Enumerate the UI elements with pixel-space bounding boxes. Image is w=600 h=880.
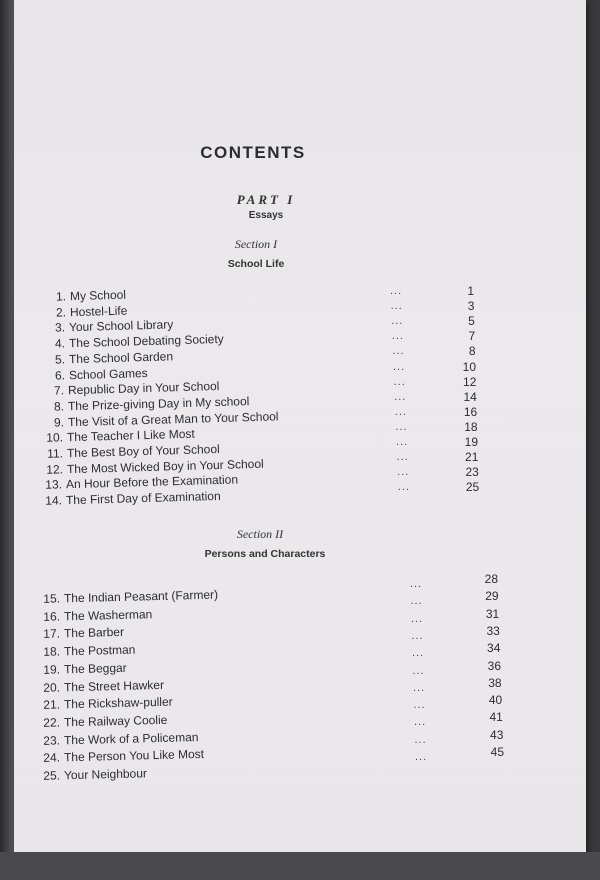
leader-dots: ... bbox=[410, 595, 423, 608]
entry-title: The School Garden bbox=[68, 349, 174, 367]
page-number: 45 bbox=[490, 745, 504, 759]
entry-number: 25. bbox=[43, 768, 61, 783]
page-number: 29 bbox=[485, 589, 499, 604]
entry-title: The Street Hawker bbox=[63, 677, 165, 694]
page-number: 28 bbox=[484, 572, 498, 586]
toc-entry bbox=[41, 303, 127, 319]
entry-number: 2. bbox=[55, 305, 66, 320]
entry-number: 24. bbox=[43, 750, 61, 766]
page-number: 14 bbox=[463, 389, 477, 404]
toc-entry bbox=[42, 288, 126, 304]
toc-entry bbox=[36, 643, 136, 659]
entry-title: The Best Boy of Your School bbox=[66, 441, 220, 461]
leader-dots: ... bbox=[412, 647, 425, 660]
entry-title: Your Neighbour bbox=[63, 766, 148, 783]
leader-dots: ... bbox=[414, 716, 427, 729]
page-number: 5 bbox=[468, 314, 475, 329]
entry-number: 16. bbox=[43, 609, 61, 624]
leader-dots: ... bbox=[394, 390, 407, 403]
leader-dots: ... bbox=[393, 375, 406, 388]
leader-dots: ... bbox=[413, 699, 426, 712]
entry-title: The Washerman bbox=[63, 606, 153, 624]
section-1-title: Section I bbox=[234, 237, 278, 251]
entry-title: The Railway Coolie bbox=[63, 712, 168, 730]
entry-number: 19. bbox=[43, 662, 61, 677]
page-number: 38 bbox=[488, 675, 502, 690]
entry-title: The Work of a Policeman bbox=[63, 729, 199, 747]
page-number: 21 bbox=[465, 450, 479, 465]
page-number: 31 bbox=[485, 606, 500, 621]
entry-title: The First Day of Examination bbox=[65, 488, 221, 508]
entry-number: 3. bbox=[55, 320, 66, 335]
toc-entry bbox=[38, 489, 221, 508]
toc-entry bbox=[41, 349, 173, 367]
section-2-title: Section II bbox=[236, 527, 284, 541]
toc-entry bbox=[36, 607, 153, 624]
entry-number: 18. bbox=[43, 644, 61, 659]
page-number: 25 bbox=[465, 480, 480, 495]
page-number: 18 bbox=[464, 419, 478, 434]
toc-entry bbox=[36, 730, 199, 748]
page-number: 1 bbox=[467, 284, 474, 298]
page-number: 43 bbox=[490, 727, 504, 742]
leader-dots: ... bbox=[412, 664, 425, 677]
leader-dots: ... bbox=[393, 360, 406, 373]
entry-number: 8. bbox=[53, 399, 65, 414]
page-number: 19 bbox=[464, 435, 478, 449]
entry-number: 23. bbox=[43, 733, 61, 748]
leader-dots: ... bbox=[411, 612, 424, 625]
entry-number: 21. bbox=[43, 697, 61, 713]
entry-title: The Most Wicked Boy in Your School bbox=[66, 456, 264, 476]
toc-entry bbox=[36, 766, 147, 783]
page-number: 23 bbox=[465, 465, 479, 480]
section-1-subtitle: School Life bbox=[227, 258, 285, 270]
toc-entry bbox=[40, 366, 147, 383]
toc-entry bbox=[36, 588, 218, 606]
entry-number: 15. bbox=[43, 591, 61, 606]
toc-entry bbox=[41, 318, 174, 336]
entry-title: The Postman bbox=[63, 642, 136, 659]
entry-title: The Indian Peasant (Farmer) bbox=[63, 587, 219, 606]
entry-title: The Barber bbox=[63, 625, 125, 641]
leader-dots: ... bbox=[396, 451, 409, 464]
page-number: 34 bbox=[487, 641, 501, 656]
toc-entry bbox=[36, 677, 164, 694]
entry-title: School Games bbox=[68, 365, 148, 382]
entry-title: The Visit of a Great Man to Your School bbox=[67, 408, 279, 429]
entry-title: The Person You Like Most bbox=[63, 747, 205, 765]
leader-dots: ... bbox=[397, 466, 410, 479]
entry-number: 4. bbox=[54, 336, 66, 351]
page-number: 40 bbox=[488, 693, 503, 708]
page-number: 36 bbox=[487, 658, 501, 673]
leader-dots: ... bbox=[396, 436, 409, 448]
toc-entry bbox=[36, 695, 173, 712]
entry-title: Republic Day in Your School bbox=[67, 379, 220, 398]
entry-title: My School bbox=[69, 287, 127, 304]
leader-dots: ... bbox=[394, 405, 407, 418]
page-number: 10 bbox=[462, 359, 476, 374]
page-number: 12 bbox=[463, 374, 477, 389]
entry-number: 6. bbox=[54, 367, 65, 383]
page-title: CONTENTS bbox=[200, 143, 306, 162]
toc-entry bbox=[41, 332, 224, 351]
entry-number: 12. bbox=[45, 462, 63, 477]
entry-number: 22. bbox=[43, 715, 61, 730]
entry-number: 10. bbox=[46, 430, 64, 446]
entry-number: 1. bbox=[55, 289, 67, 304]
entry-title: Your School Library bbox=[69, 317, 174, 335]
part-title: PART I bbox=[236, 192, 296, 207]
entry-title: The Rickshaw-puller bbox=[63, 694, 173, 712]
entry-number: 20. bbox=[43, 679, 61, 695]
entry-number: 13. bbox=[45, 477, 63, 493]
section-2-subtitle: Persons and Characters bbox=[204, 548, 326, 560]
toc-entry bbox=[36, 625, 124, 641]
leader-dots: ... bbox=[390, 285, 403, 297]
page-number: 33 bbox=[486, 623, 500, 638]
entry-title: The School Debating Society bbox=[68, 331, 224, 351]
entry-number: 11. bbox=[47, 446, 64, 461]
page-number: 16 bbox=[463, 404, 478, 419]
leader-dots: ... bbox=[411, 629, 424, 642]
page-number: 41 bbox=[489, 710, 503, 725]
entry-number: 9. bbox=[53, 414, 64, 430]
entry-number: 17. bbox=[43, 626, 61, 642]
leader-dots: ... bbox=[410, 578, 423, 590]
leader-dots: ... bbox=[397, 481, 410, 494]
toc-entry bbox=[36, 661, 127, 677]
page-number: 7 bbox=[468, 329, 476, 344]
leader-dots: ... bbox=[413, 681, 426, 694]
toc-entry bbox=[36, 713, 168, 730]
leader-dots: ... bbox=[391, 315, 404, 328]
entry-title: The Prize-giving Day in My school bbox=[67, 394, 250, 414]
leader-dots: ... bbox=[390, 300, 403, 313]
leader-dots: ... bbox=[395, 420, 408, 433]
entry-title: The Teacher I Like Most bbox=[67, 426, 196, 445]
entry-title: An Hour Before the Examination bbox=[66, 472, 239, 492]
entry-number: 14. bbox=[45, 493, 63, 508]
part-subtitle: Essays bbox=[248, 210, 284, 221]
leader-dots: ... bbox=[392, 345, 405, 358]
leader-dots: ... bbox=[414, 733, 427, 746]
page-number: 3 bbox=[467, 299, 475, 314]
toc-entry bbox=[36, 747, 204, 765]
entry-title: The Beggar bbox=[63, 660, 127, 677]
leader-dots: ... bbox=[415, 751, 428, 763]
entry-number: 5. bbox=[54, 352, 65, 367]
entry-title: Hostel-Life bbox=[69, 303, 128, 319]
page-number: 8 bbox=[468, 344, 476, 359]
leader-dots: ... bbox=[391, 330, 404, 343]
entry-number: 7. bbox=[53, 383, 65, 398]
